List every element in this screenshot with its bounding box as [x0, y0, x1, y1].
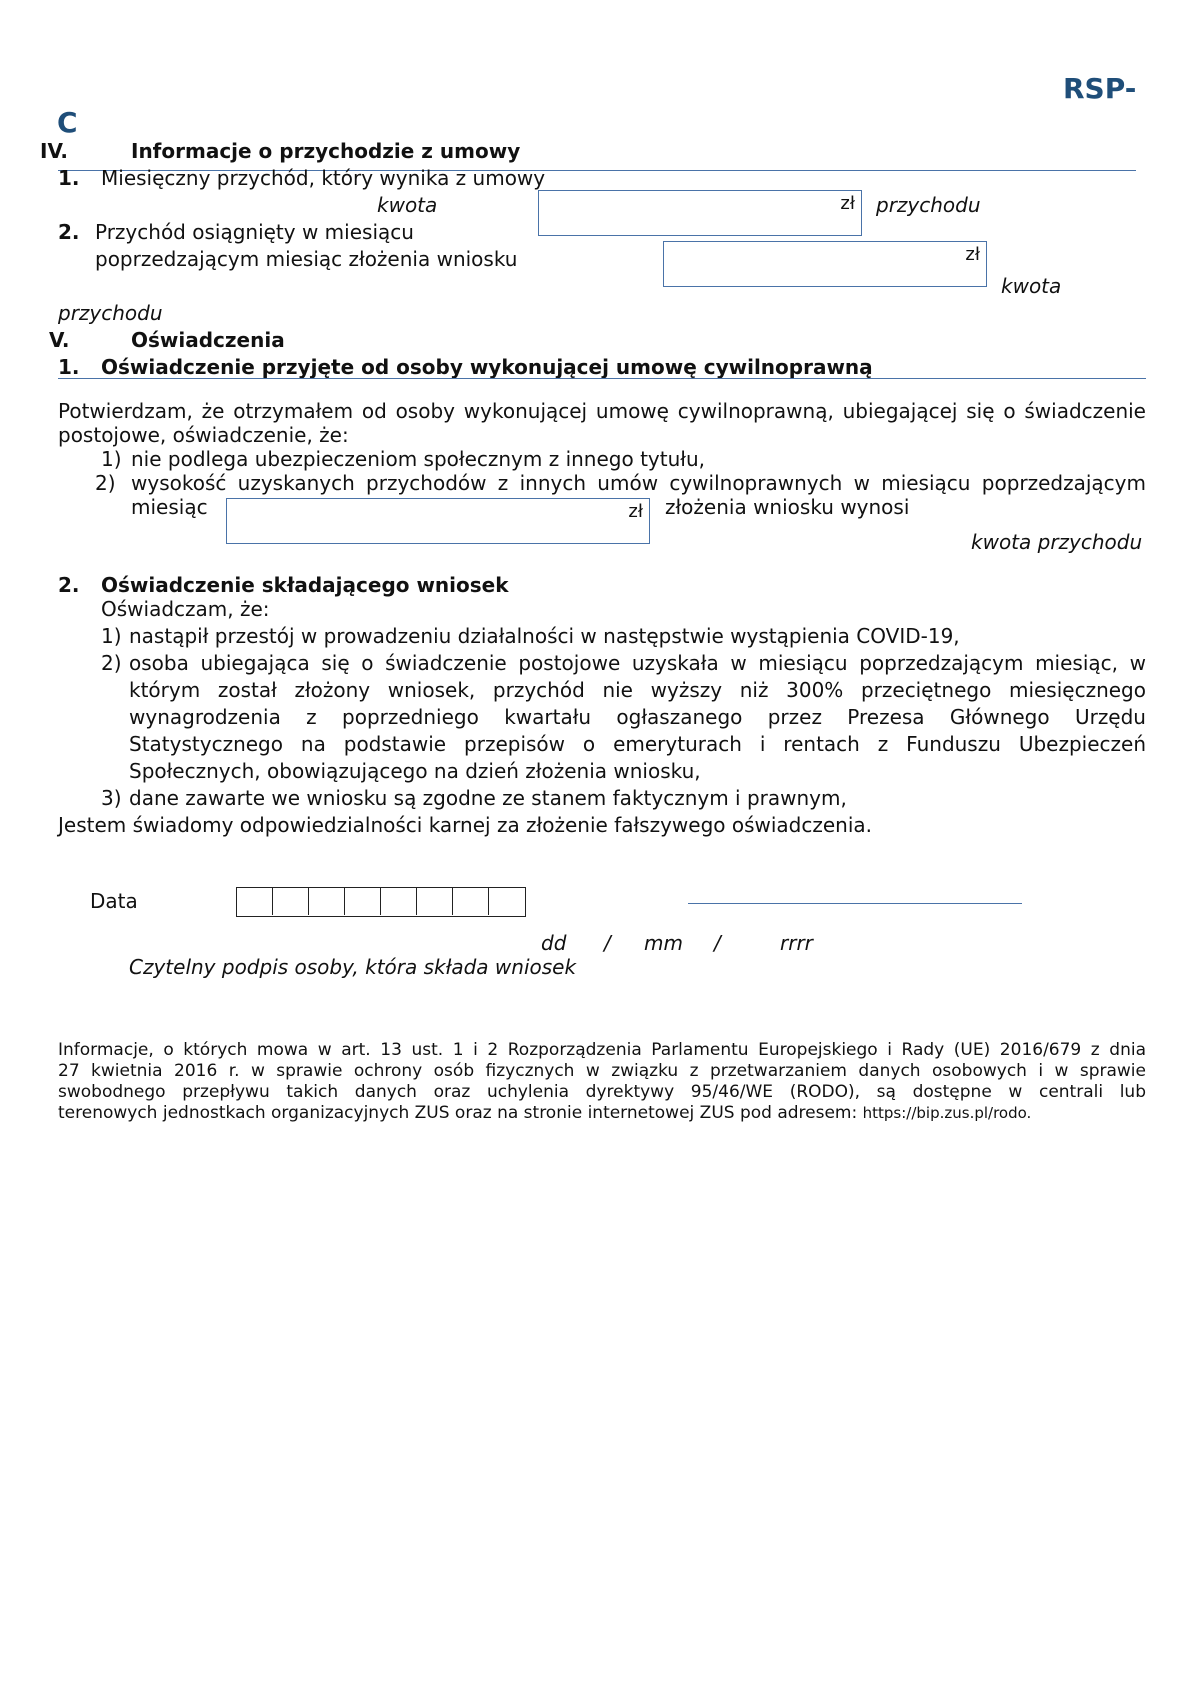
- date-month-digit-1[interactable]: [309, 888, 345, 915]
- date-month-digit-2[interactable]: [345, 888, 381, 915]
- footer-line3: swobodnego przepływu takich danych oraz uchylenia dyrektywy 95/46/WE (RODO), są dostępne w centrali lub: [58, 1082, 1146, 1102]
- stmt2-closing: Jestem świadomy odpowiedzialności karnej za złożenie fałszywego oświadczenia.: [58, 813, 873, 837]
- monthly-income-field[interactable]: [538, 190, 862, 236]
- date-label: Data: [90, 889, 138, 913]
- date-format-sep2: /: [714, 931, 721, 955]
- date-input[interactable]: [236, 887, 526, 917]
- stmt2-p2-line1: osoba ubiegająca się o świadczenie postojowe uzyskała w miesiącu poprzedzającym miesiąc, w: [129, 651, 1146, 675]
- item1-caption-przychodu: przychodu: [876, 193, 981, 217]
- date-format-rrrr: rrrr: [780, 931, 813, 955]
- date-year-digit-2[interactable]: [417, 888, 453, 915]
- date-format-mm: mm: [644, 931, 683, 955]
- item2-label-line1: Przychód osiągnięty w miesiącu: [95, 220, 414, 244]
- item2-number: 2.: [58, 220, 80, 244]
- date-year-digit-3[interactable]: [453, 888, 489, 915]
- previous-month-income-field[interactable]: [663, 241, 987, 287]
- stmt1-point1-number: 1): [101, 447, 122, 471]
- stmt2-p1: nastąpił przestój w prowadzeniu działalności w następstwie wystąpienia COVID-19,: [129, 624, 960, 648]
- stmt1-point2-after: złożenia wniosku wynosi: [665, 495, 910, 519]
- stmt2-p2-line3: wynagrodzenia z poprzedniego kwartału ogłaszanego przez Prezesa Głównego Urzędu: [129, 705, 1146, 729]
- stmt1-rule: [58, 378, 1146, 379]
- stmt2-p3-number: 3): [101, 786, 122, 810]
- date-day-digit-2[interactable]: [273, 888, 309, 915]
- stmt1-point1: nie podlega ubezpieczeniom społecznym z innego tytułu,: [131, 447, 705, 471]
- item1-label: Miesięczny przychód, który wynika z umowy: [101, 166, 546, 190]
- date-year-digit-4[interactable]: [489, 888, 525, 915]
- stmt1-number: 1.: [58, 355, 80, 379]
- currency-label: zł: [965, 244, 980, 265]
- stmt2-title: Oświadczenie składającego wniosek: [101, 573, 509, 597]
- stmt2-p2-line4: Statystycznego na podstawie przepisów o emeryturach i rentach z Funduszu Ubezpieczeń: [129, 732, 1146, 756]
- currency-label: zł: [840, 193, 855, 214]
- section-v-number: V.: [49, 328, 70, 352]
- footer-line1: Informacje, o których mowa w art. 13 ust. 1 i 2 Rozporządzenia Parlamentu Europejskiego i Rady (UE) 2016/679 z dnia: [58, 1040, 1146, 1060]
- stmt2-p2-line5: Społecznych, obowiązującego na dzień złożenia wniosku,: [129, 759, 701, 783]
- item2-label-line2: poprzedzającym miesiąc złożenia wniosku: [95, 247, 518, 271]
- stmt1-point2-before: miesiąc: [131, 495, 208, 519]
- item2-caption-przychodu: przychodu: [58, 301, 163, 325]
- stmt2-p2-line2: którym został złożony wniosek, przychód nie wyższy niż 300% przeciętnego miesięcznego: [129, 678, 1146, 702]
- rodo-link[interactable]: https://bip.zus.pl/rodo.: [862, 1104, 1032, 1122]
- item1-caption-kwota: kwota: [377, 193, 438, 217]
- stmt2-p1-number: 1): [101, 624, 122, 648]
- date-format-sep1: /: [604, 931, 611, 955]
- stmt1-intro-line2: postojowe, oświadczenie, że:: [58, 423, 349, 447]
- currency-label: zł: [628, 501, 643, 522]
- item1-number: 1.: [58, 166, 80, 190]
- stmt1-title: Oświadczenie przyjęte od osoby wykonującej umowę cywilnoprawną: [101, 355, 873, 379]
- stmt2-intro: Oświadczam, że:: [101, 597, 270, 621]
- stmt1-amount-caption: kwota przychodu: [971, 530, 1143, 554]
- stmt2-p3: dane zawarte we wniosku są zgodne ze stanem faktycznym i prawnym,: [129, 786, 847, 810]
- form-code-part2: C: [57, 106, 78, 139]
- stmt1-intro-line1: Potwierdzam, że otrzymałem od osoby wykonującej umowę cywilnoprawną, ubiegającej się o świadczenie: [58, 399, 1146, 423]
- signature-caption: Czytelny podpis osoby, która składa wniosek: [129, 955, 577, 979]
- stmt2-p2-number: 2): [101, 651, 122, 675]
- stmt1-point2-number: 2): [95, 471, 116, 495]
- section-iv-number: IV.: [40, 139, 68, 163]
- other-contracts-income-field[interactable]: [226, 498, 650, 544]
- stmt1-point2-line1: wysokość uzyskanych przychodów z innych umów cywilnoprawnych w miesiącu poprzedzającym: [131, 471, 1146, 495]
- stmt2-number: 2.: [58, 573, 80, 597]
- footer-line4: [58, 1103, 1031, 1124]
- signature-line[interactable]: [688, 903, 1022, 904]
- date-day-digit-1[interactable]: [237, 888, 273, 915]
- date-year-digit-1[interactable]: [381, 888, 417, 915]
- section-iv-title: Informacje o przychodzie z umowy: [131, 139, 521, 163]
- date-format-dd: dd: [541, 931, 567, 955]
- item2-caption-kwota: kwota: [1001, 274, 1062, 298]
- section-v-title: Oświadczenia: [131, 328, 285, 352]
- footer-line2: 27 kwietnia 2016 r. w sprawie ochrony osób fizycznych w związku z przetwarzaniem danych osobowych i w sprawie: [58, 1061, 1146, 1081]
- footer-line4-text: terenowych jednostkach organizacyjnych ZUS oraz na stronie internetowej ZUS pod adresem:: [58, 1103, 858, 1123]
- form-code-part1: RSP-: [1063, 72, 1137, 105]
